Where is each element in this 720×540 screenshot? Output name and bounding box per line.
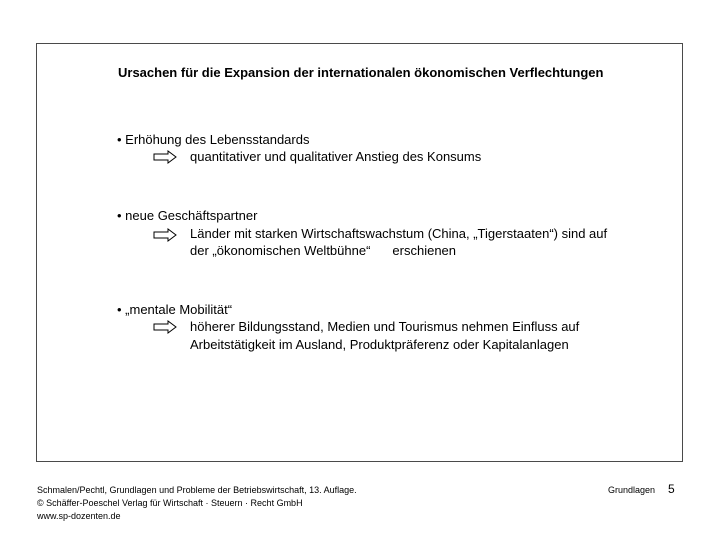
footer-citation-line-2: © Schäffer-Poeschel Verlag für Wirtschaft · Steuern · Recht GmbH: [37, 498, 303, 508]
right-arrow-icon: [153, 320, 177, 334]
bullet-item-3-detail-line-1: höherer Bildungsstand, Medien und Tourismus nehmen Einfluss auf: [190, 319, 580, 334]
footer-citation-line-1: Schmalen/Pechtl, Grundlagen und Probleme der Betriebswirtschaft, 13. Auflage.: [37, 485, 357, 495]
bullet-item-3-detail-line-2: Arbeitstätigkeit im Ausland, Produktpräferenz oder Kapitalanlagen: [190, 337, 569, 352]
footer-website: www.sp-dozenten.de: [37, 511, 121, 521]
bullet-item-2-heading: • neue Geschäftspartner: [117, 208, 258, 223]
bullet-item-1-detail: quantitativer und qualitativer Anstieg des Konsums: [190, 149, 482, 164]
bullet-item-2-detail-line-2a: der „ökonomischen Weltbühne“: [190, 243, 371, 258]
bullet-item-3-heading: • „mentale Mobilität“: [117, 302, 233, 317]
footer-citation: [37, 484, 357, 523]
slide-title: Ursachen für die Expansion der internationalen ökonomischen Verflechtungen: [118, 65, 604, 80]
footer-section-label: Grundlagen: [608, 485, 656, 495]
bullet-item-2-detail-line-2b: erschienen: [392, 243, 457, 258]
bullet-item-2-detail-line-1: Länder mit starken Wirtschaftswachstum (China, „Tigerstaaten“) sind auf: [190, 226, 608, 241]
right-arrow-icon: [153, 150, 177, 164]
page-number: 5: [668, 482, 675, 496]
bullet-item-2-detail-line-2: [190, 242, 456, 260]
bullet-item-1-heading: • Erhöhung des Lebensstandards: [117, 132, 310, 147]
right-arrow-icon: [153, 228, 177, 242]
